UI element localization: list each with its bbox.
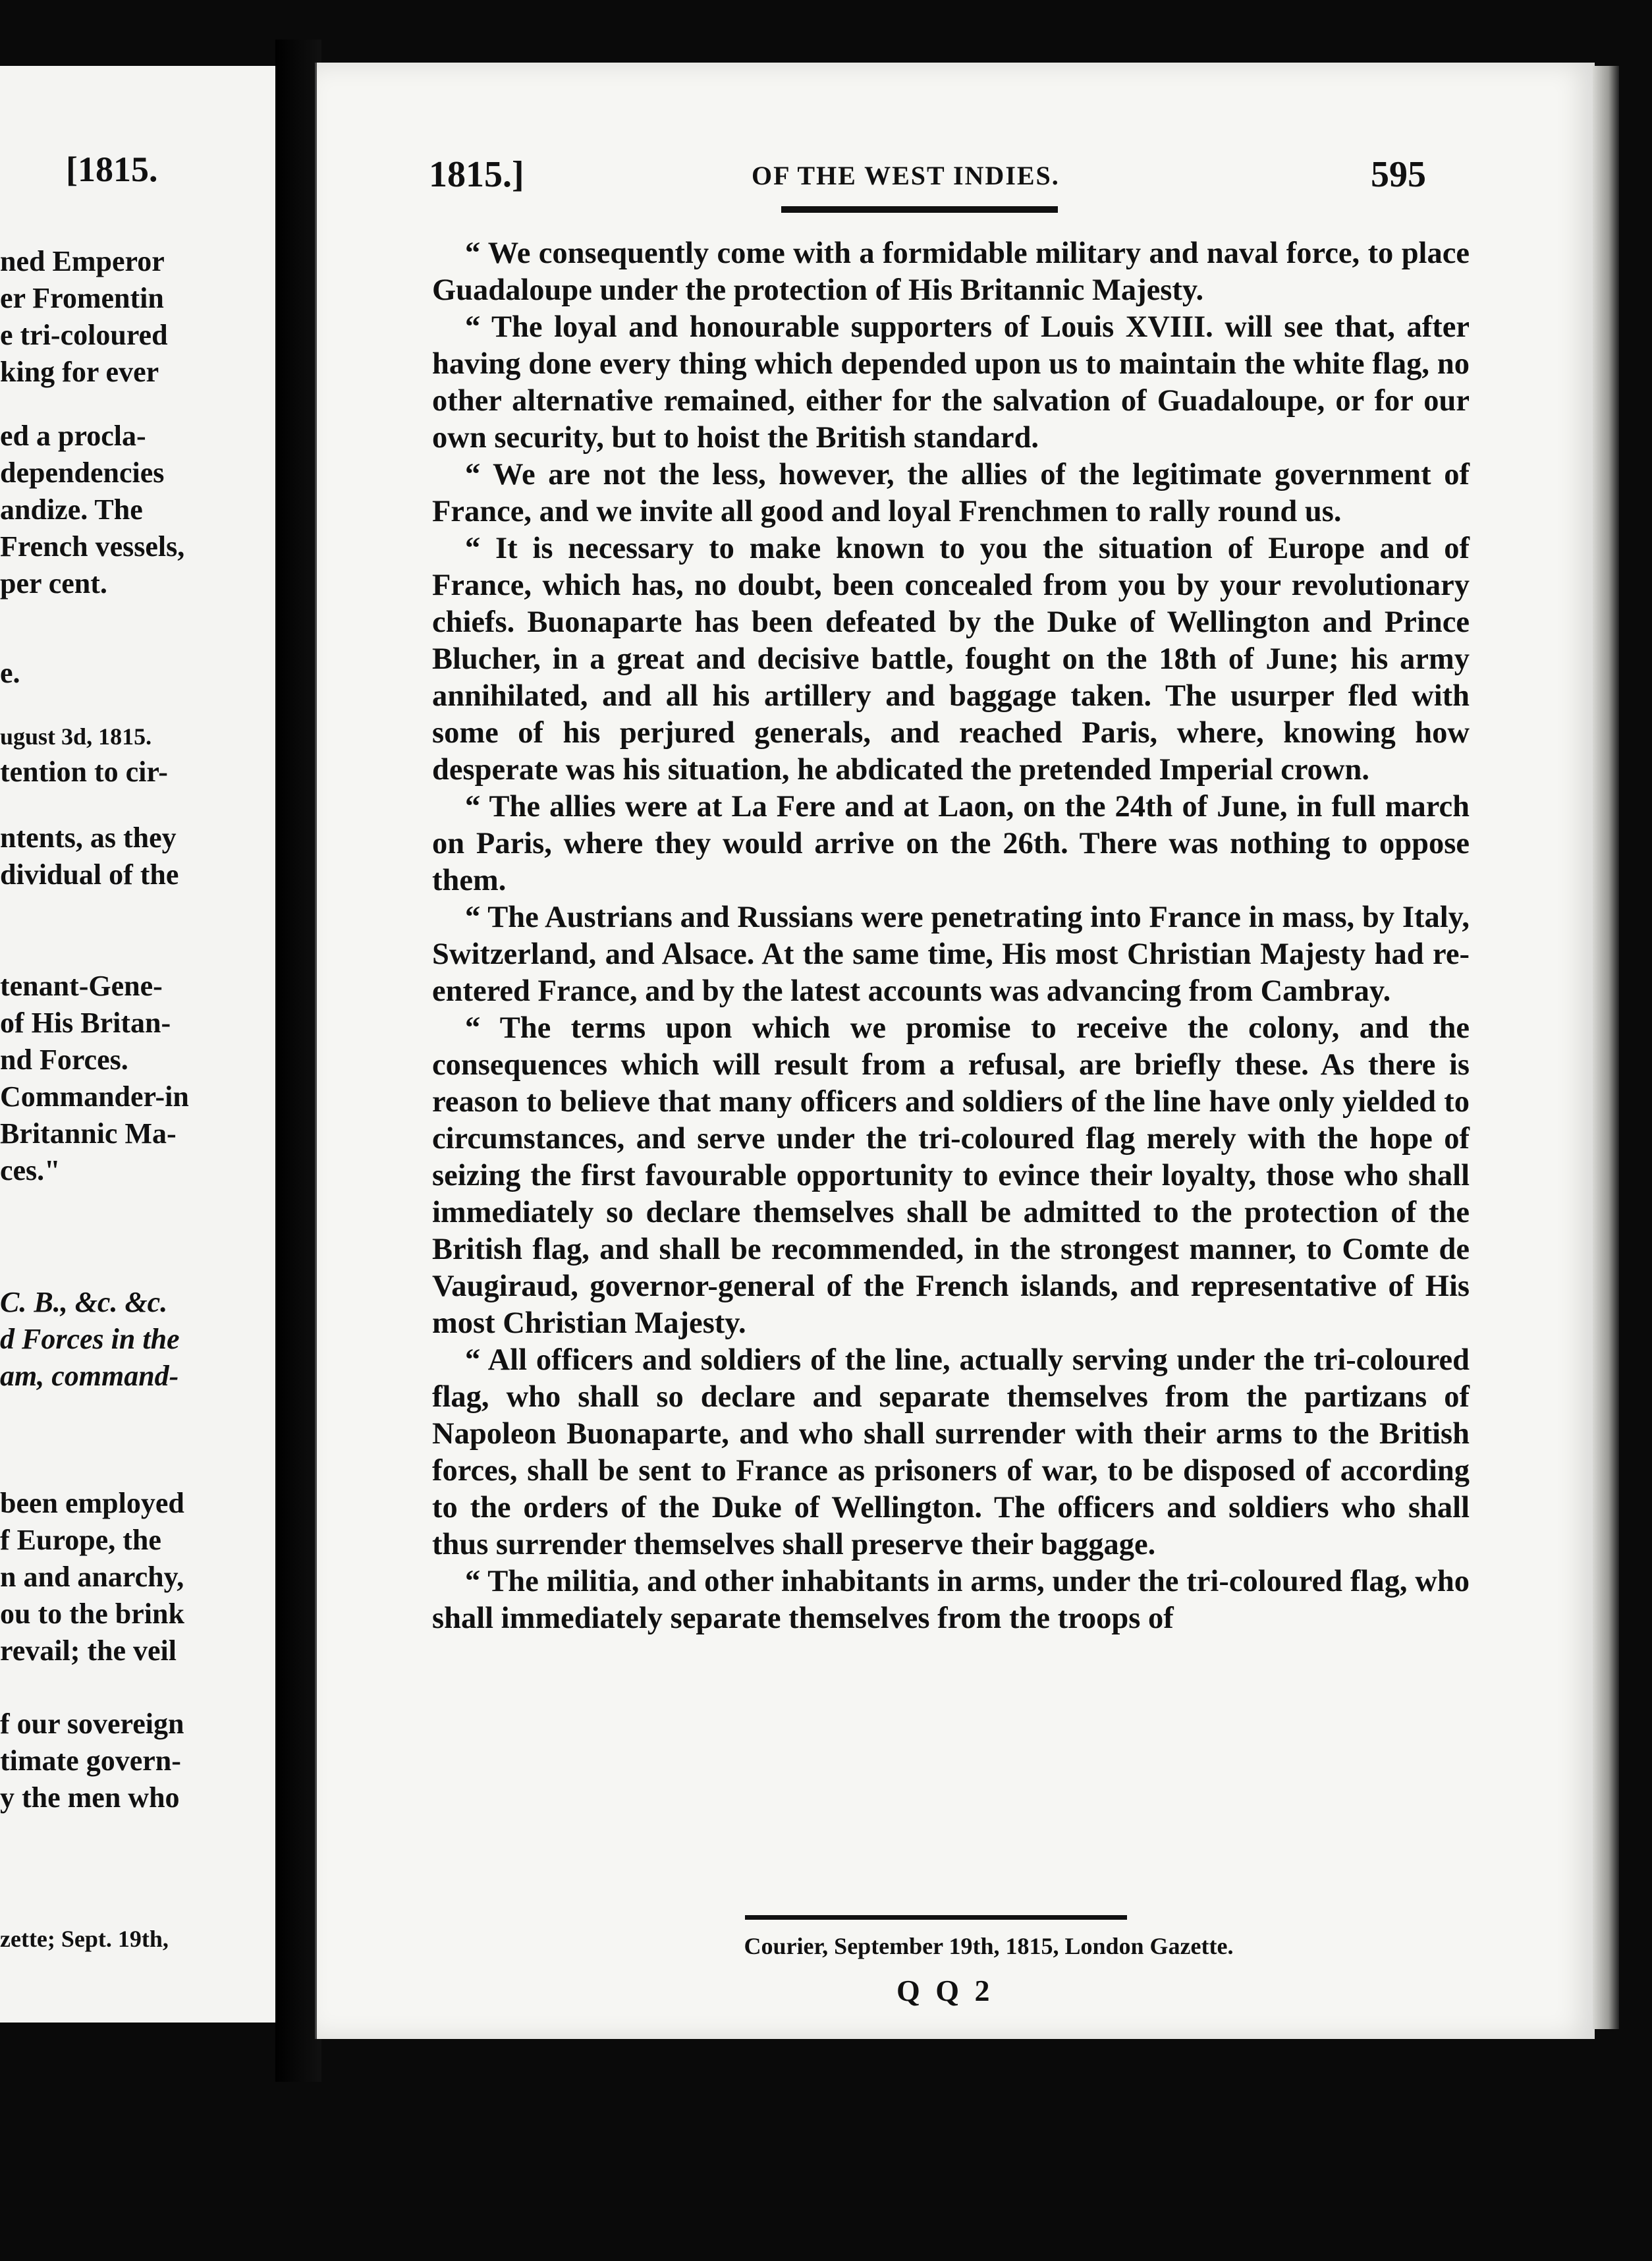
paragraph: “ The terms upon which we promise to receive the colony, and the consequences which will result from a refusal, are briefly these. As there is reason to believe that many officers and soldiers of the line have only yielded to circumstances, and serve under the tri-coloured flag merely with the hope of seizing the first favourable opportunity to evince their loyalty, those who shall immediately so declare themselves shall be admitted to the protection of the British flag, and shall be recommended, in the strongest manner, to Comte de Vaugiraud, governor-general of the French islands, and representative of His most Christian Majesty. xyxy=(432,1011,1470,1340)
left-line: ned Emperor xyxy=(0,245,165,277)
paragraph: “ The Austrians and Russians were penetrating into France in mass, by Italy, Switzerland, and Alsace. At the same time, His most Christian Majesty had re-entered France, and by the latest accounts was advancing from Cambray. xyxy=(432,901,1470,1008)
footnote-rule xyxy=(745,1915,1127,1920)
left-line: dividual of the xyxy=(0,858,179,891)
footnote: Courier, September 19th, 1815, London Gazette. xyxy=(744,1933,1234,1959)
left-running-head: [1815. xyxy=(66,150,158,189)
paragraph: “ The loyal and honourable supporters of Louis XVIII. will see that, after having done every thing which depended upon us to maintain the white flag, no other alternative remained, either for the salvation of Guadaloupe, or for our own security, but to hoist the British standard. xyxy=(432,310,1470,455)
left-line: e tri-coloured xyxy=(0,319,168,351)
left-line: tention to cir- xyxy=(0,756,168,788)
main-page xyxy=(315,63,1595,2039)
left-line: n and anarchy, xyxy=(0,1561,184,1593)
left-line: dependencies xyxy=(0,457,165,489)
left-line: f our sovereign xyxy=(0,1708,184,1740)
left-line: of His Britan- xyxy=(0,1007,171,1039)
left-line: timate govern- xyxy=(0,1745,181,1777)
left-line: ed a procla- xyxy=(0,420,146,452)
facing-page-left xyxy=(0,66,278,2023)
header-rule xyxy=(781,206,1058,213)
paragraph: “ It is necessary to make known to you the situation of Europe and of France, which has, no doubt, been concealed from you by your revolutionary chiefs. Buonaparte has been defeated by the Duke of Wellington and Prince Blucher, in a great and decisive battle, fought on the 18th of June; his army annihilated, and all his artillery and baggage taken. The usurper fled with some of his perjured generals, and reached Paris, where, knowing how desperate was his situation, he abdicated the pretended Imperial crown. xyxy=(432,532,1470,787)
page-edge-shadow xyxy=(1593,66,1619,2029)
paragraph: “ We consequently come with a formidable military and naval force, to place Guadaloupe under the protection of His Britannic Majesty. xyxy=(432,237,1470,307)
left-line: f Europe, the xyxy=(0,1524,161,1556)
left-line: Commander-in xyxy=(0,1080,189,1113)
left-line: ntents, as they xyxy=(0,822,177,854)
left-line: king for ever xyxy=(0,356,159,388)
left-line: andize. The xyxy=(0,493,143,526)
left-line: revail; the veil xyxy=(0,1634,177,1667)
running-head-title: OF THE WEST INDIES. xyxy=(752,161,1060,190)
paragraph: “ We are not the less, however, the allies of the legitimate government of France, and we invite all good and loyal Frenchmen to rally round us. xyxy=(432,458,1470,528)
running-head xyxy=(317,154,1595,206)
left-line: ou to the brink xyxy=(0,1598,184,1630)
left-line: e. xyxy=(0,657,20,689)
left-line: Britannic Ma- xyxy=(0,1117,177,1150)
body-text xyxy=(432,235,1470,1637)
left-line: C. B., &c. &c. xyxy=(0,1286,168,1318)
left-line: per cent. xyxy=(0,567,107,600)
left-footnote: zette; Sept. 19th, xyxy=(0,1926,169,1952)
left-line: tenant-Gene- xyxy=(0,970,163,1002)
page-number: 595 xyxy=(1371,154,1426,195)
paragraph: “ The militia, and other inhabitants in arms, under the tri-coloured flag, who shall immediately separate themselves from the troops of xyxy=(432,1565,1470,1635)
left-line: er Fromentin xyxy=(0,282,164,314)
left-line: nd Forces. xyxy=(0,1044,128,1076)
signature-mark: Q Q 2 xyxy=(896,1974,994,2007)
left-line: y the men who xyxy=(0,1781,180,1814)
left-line: been employed xyxy=(0,1487,184,1519)
paragraph: “ The allies were at La Fere and at Laon, on the 24th of June, in full march on Paris, where they would arrive on the 26th. There was nothing to oppose them. xyxy=(432,790,1470,897)
left-line: d Forces in the xyxy=(0,1323,180,1355)
left-line: ugust 3d, 1815. xyxy=(0,723,152,750)
running-head-year: 1815.] xyxy=(429,154,524,195)
left-line: am, command- xyxy=(0,1360,179,1392)
paragraph: “ All officers and soldiers of the line, actually serving under the tri-coloured flag, who shall so declare and separate themselves from the partizans of Napoleon Buonaparte, and who shall surrender with their arms to the British forces, shall be sent to France as prisoners of war, to be disposed of according to the orders of the Duke of Wellington. The officers and soldiers who shall thus surrender themselves shall preserve their baggage. xyxy=(432,1343,1470,1561)
left-line: French vessels, xyxy=(0,530,185,563)
left-line: ces." xyxy=(0,1154,61,1186)
